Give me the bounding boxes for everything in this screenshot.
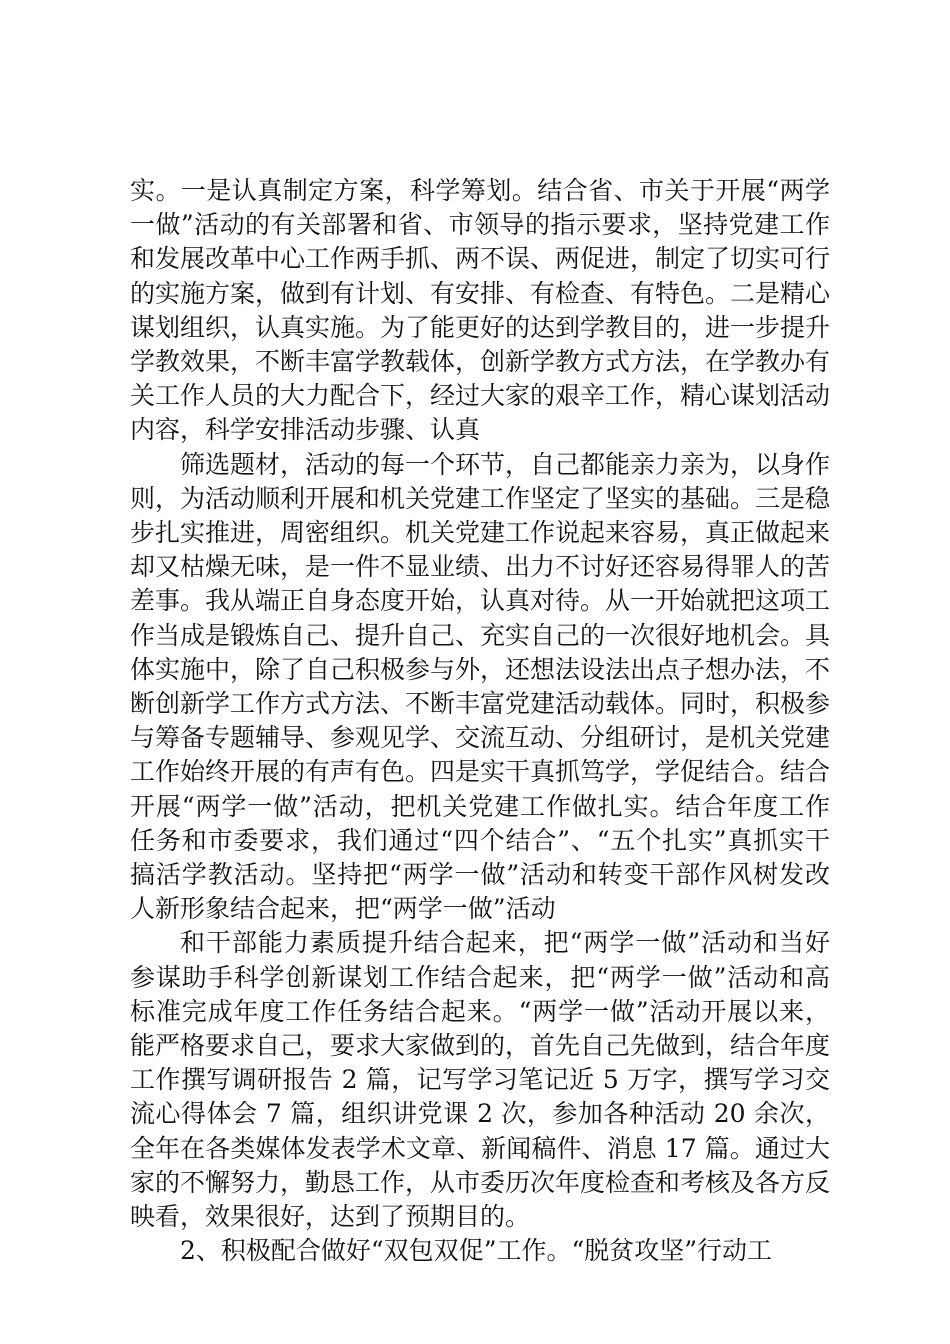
paragraph-4: 2、积极配合做好“双包双促”工作。“脱贫攻坚”行动工 — [180, 1236, 773, 1266]
paragraph-1: 实。一是认真制定方案，科学筹划。结合省、市关于开展“两学一做”活动的有关部署和省、市领导的指示要求，坚持党建工作和发展改革中心工作两手抓、两不误、两促进，制定了切实可行的实施方案，做到有计划、有安排、有检查、有特色。二是精心谋划组织，认真实施。为了能更好的达到学教目的，进一步提升学教效果，不断丰富学教载体，创新学教方式方法，在学教办有关工作人员的大力配合下，经过大家的艰辛工作，精心谋划活动内容，科学安排活动步骤、认真 — [130, 176, 831, 445]
paragraph-3: 和干部能力素质提升结合起来，把“两学一做”活动和当好参谋助手科学创新谋划工作结合起来，把“两学一做”活动和高标准完成年度工作任务结合起来。“两学一做”活动开展以来，能严格要求自己，要求大家做到的，首先自己先做到，结合年度工作撰写调研报告 2 篇，记写学习笔记近 5 万字，撰写学习交流心得体会 7 篇，组织讲党课 2 次，参加各种活动 20 余次，全年在各类媒体发表学术文章、新闻稿件、消息 17 篇。通过大家的不懈努力，勤恳工作，从市委历次年度检查和考核及各方反映看，效果很好，达到了预期目的。 — [130, 928, 831, 1232]
document-body — [130, 174, 830, 1269]
paragraph-2: 筛选题材，活动的每一个环节，自己都能亲力亲为，以身作则，为活动顺利开展和机关党建工作坚定了坚实的基础。三是稳步扎实推进，周密组织。机关党建工作说起来容易，真正做起来却又枯燥无味，是一件不显业绩、出力不讨好还容易得罪人的苦差事。我从端正自身态度开始，认真对待。从一开始就把这项工作当成是锻炼自己、提升自己、充实自己的一次很好地机会。具体实施中，除了自己积极参与外，还想法设法出点子想办法，不断创新学工作方式方法、不断丰富党建活动载体。同时，积极参与筹备专题辅导、参观见学、交流互动、分组研讨，是机关党建工作始终开展的有声有色。四是实干真抓笃学，学促结合。结合开展“两学一做”活动，把机关党建工作做扎实。结合年度工作任务和市委要求，我们通过“四个结合”、“五个扎实”真抓实干搞活学教活动。坚持把“两学一做”活动和转变干部作风树发改人新形象结合起来，把“两学一做”活动 — [130, 449, 831, 924]
